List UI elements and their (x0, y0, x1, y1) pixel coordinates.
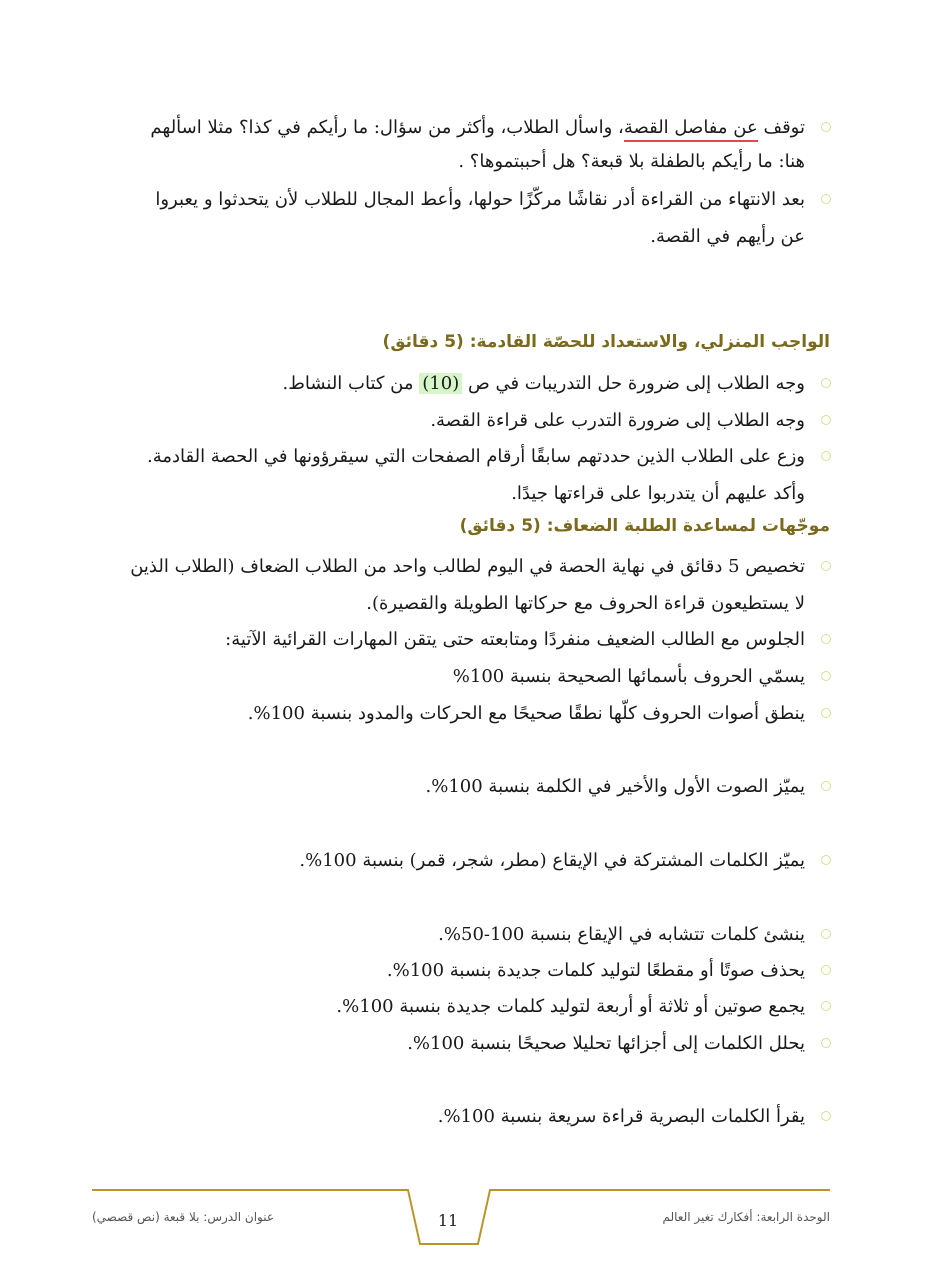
skill-item: يحلل الكلمات إلى أجزائها تحليلا صحيحًا بنسبة 100%. (407, 1033, 805, 1054)
weak-bullet-2: الجلوس مع الطالب الضعيف منفردًا ومتابعته حتى يتقن المهارات القرائية الآتية: (225, 629, 805, 650)
homework-bullet-3-line-2: وأكد عليهم أن يتدربوا على قراءتها جيدًا. (511, 483, 805, 504)
skill-item: ينطق أصوات الحروف كلّها نطقًا صحيحًا مع الحركات والمدود بنسبة 100%. (247, 703, 805, 724)
skill-item: يميّز الصوت الأول والأخير في الكلمة بنسبة 100%. (425, 776, 805, 797)
skill-item: يقرأ الكلمات البصرية قراءة سريعة بنسبة 100%. (437, 1106, 805, 1127)
homework-bullet-3-line-1: وزع على الطلاب الذين حددتهم سابقًا أرقام الصفحات التي سيقرؤونها في الحصة القادمة. (146, 446, 805, 467)
homework-bullet-1: وجه الطلاب إلى ضرورة حل التدريبات في ص (10) من كتاب النشاط. (282, 373, 805, 394)
homework-heading: الواجب المنزلي، والاستعداد للحصّة القادمة: (5 دقائق) (382, 332, 830, 352)
footer-lesson: عنوان الدرس: بلا قبعة (نص قصصي) (92, 1210, 275, 1224)
weak-students-heading: موجّهات لمساعدة الطلبة الضعاف: (5 دقائق) (459, 516, 830, 536)
page-number: 11 (437, 1211, 459, 1230)
intro-bullet-2-line-2: عن رأيهم في القصة. (650, 226, 805, 247)
skill-item: يسمّي الحروف بأسمائها الصحيحة بنسبة 100% (452, 666, 805, 687)
skill-item: يميّز الكلمات المشتركة في الإيقاع (مطر، شجر، قمر) بنسبة 100%. (299, 850, 805, 871)
homework-bullet-2: وجه الطلاب إلى ضرورة التدرب على قراءة القصة. (430, 410, 805, 431)
intro-bullet-1-line-1: توقف عن مفاصل القصة، واسأل الطلاب، وأكثر من سؤال: ما رأيكم في كذا؟ مثلا اسألهم (150, 114, 805, 142)
weak-bullet-1-line-1: تخصيص 5 دقائق في نهاية الحصة في اليوم لطالب واحد من الطلاب الضعاف (الطلاب الذين (130, 556, 805, 577)
footer-unit: الوحدة الرابعة: أفكارك تغير العالم (662, 1210, 830, 1224)
skill-item: ينشئ كلمات تتشابه في الإيقاع بنسبة 100-50%. (438, 924, 805, 945)
skill-item: يحذف صوتًا أو مقطعًا لتوليد كلمات جديدة بنسبة 100%. (386, 960, 805, 981)
weak-bullet-1-line-2: لا يستطيعون قراءة الحروف مع حركاتها الطويلة والقصيرة). (366, 593, 805, 614)
skill-item: يجمع صوتين أو ثلاثة أو أربعة لتوليد كلمات جديدة بنسبة 100%. (336, 996, 805, 1017)
intro-bullet-1-line-2: هنا: ما رأيكم بالطفلة بلا قبعة؟ هل أحببتموها؟ . (458, 151, 805, 172)
intro-bullet-2-line-1: بعد الانتهاء من القراءة أدر نقاشًا مركّزًا حولها، وأعط المجال للطلاب لأن يتحدثوا و يعبروا (155, 189, 805, 210)
